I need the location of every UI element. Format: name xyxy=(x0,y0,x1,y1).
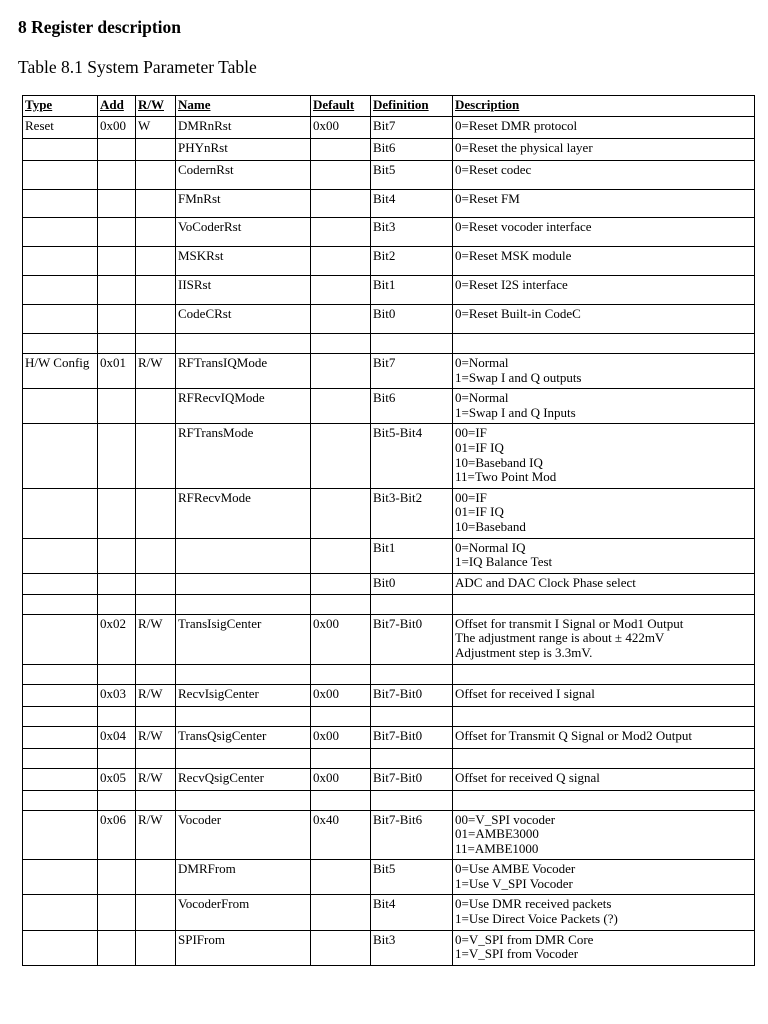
cell-definition: Bit0 xyxy=(371,573,453,594)
cell-rw: R/W xyxy=(136,810,176,860)
cell-definition: Bit7-Bit0 xyxy=(371,614,453,664)
cell-type xyxy=(23,664,98,684)
cell-description: 0=Reset I2S interface xyxy=(453,276,755,305)
cell-description xyxy=(453,790,755,810)
cell-description: Offset for transmit I Signal or Mod1 Output The adjustment range is about ± 422mV Adjustment step is 3.3mV. xyxy=(453,614,755,664)
spacer-row xyxy=(23,706,755,726)
cell-definition: Bit7-Bit0 xyxy=(371,768,453,790)
cell-rw: R/W xyxy=(136,614,176,664)
cell-name: RFTransMode xyxy=(176,424,311,488)
cell-description: 0=V_SPI from DMR Core 1=V_SPI from Vocoder xyxy=(453,930,755,965)
spacer-row xyxy=(23,664,755,684)
cell-default xyxy=(311,190,371,218)
cell-description: 0=Normal 1=Swap I and Q outputs xyxy=(453,354,755,389)
cell-type xyxy=(23,860,98,895)
cell-definition: Bit6 xyxy=(371,389,453,424)
cell-description: 0=Use AMBE Vocoder 1=Use V_SPI Vocoder xyxy=(453,860,755,895)
cell-description: 0=Reset FM xyxy=(453,190,755,218)
cell-default xyxy=(311,276,371,305)
cell-rw xyxy=(136,895,176,930)
table-row xyxy=(23,389,755,424)
table-row xyxy=(23,810,755,860)
cell-description: ADC and DAC Clock Phase select xyxy=(453,573,755,594)
cell-type xyxy=(23,706,98,726)
cell-definition: Bit3-Bit2 xyxy=(371,488,453,538)
cell-definition: Bit0 xyxy=(371,305,453,334)
cell-definition: Bit6 xyxy=(371,139,453,161)
cell-default xyxy=(311,247,371,276)
cell-definition xyxy=(371,790,453,810)
cell-type xyxy=(23,247,98,276)
cell-default xyxy=(311,354,371,389)
cell-type xyxy=(23,334,98,354)
cell-type xyxy=(23,895,98,930)
cell-default: 0x00 xyxy=(311,614,371,664)
table-row xyxy=(23,573,755,594)
cell-default xyxy=(311,748,371,768)
cell-type xyxy=(23,614,98,664)
cell-type xyxy=(23,305,98,334)
cell-type xyxy=(23,684,98,706)
cell-add: 0x01 xyxy=(98,354,136,389)
cell-definition xyxy=(371,706,453,726)
cell-add xyxy=(98,389,136,424)
table-caption: Table 8.1 System Parameter Table xyxy=(18,57,257,77)
cell-description: 0=Reset the physical layer xyxy=(453,139,755,161)
cell-name: MSKRst xyxy=(176,247,311,276)
cell-add: 0x04 xyxy=(98,726,136,748)
cell-add xyxy=(98,218,136,247)
cell-name: PHYnRst xyxy=(176,139,311,161)
cell-definition: Bit5 xyxy=(371,860,453,895)
cell-name: CodernRst xyxy=(176,161,311,190)
cell-rw xyxy=(136,748,176,768)
table-row xyxy=(23,354,755,389)
table-row xyxy=(23,161,755,190)
cell-type xyxy=(23,389,98,424)
cell-name: RecvQsigCenter xyxy=(176,768,311,790)
table-row xyxy=(23,614,755,664)
cell-rw: W xyxy=(136,117,176,139)
cell-definition: Bit7-Bit0 xyxy=(371,684,453,706)
cell-name xyxy=(176,594,311,614)
cell-description: Offset for received I signal xyxy=(453,684,755,706)
cell-default xyxy=(311,218,371,247)
cell-definition xyxy=(371,748,453,768)
cell-name: TransQsigCenter xyxy=(176,726,311,748)
cell-rw xyxy=(136,247,176,276)
cell-type xyxy=(23,139,98,161)
cell-definition: Bit5-Bit4 xyxy=(371,424,453,488)
cell-type xyxy=(23,190,98,218)
table-header-row xyxy=(23,96,755,117)
table-row xyxy=(23,726,755,748)
cell-rw xyxy=(136,424,176,488)
cell-default xyxy=(311,790,371,810)
cell-default xyxy=(311,895,371,930)
table-row xyxy=(23,930,755,965)
cell-rw xyxy=(136,488,176,538)
cell-description: 0=Use DMR received packets 1=Use Direct Voice Packets (?) xyxy=(453,895,755,930)
column-header-default: Default xyxy=(311,96,371,117)
cell-type xyxy=(23,161,98,190)
cell-add xyxy=(98,930,136,965)
cell-add: 0x06 xyxy=(98,810,136,860)
cell-description: 0=Reset Built-in CodeC xyxy=(453,305,755,334)
table-row xyxy=(23,276,755,305)
cell-rw xyxy=(136,218,176,247)
cell-description: 00=V_SPI vocoder 01=AMBE3000 11=AMBE1000 xyxy=(453,810,755,860)
cell-type xyxy=(23,748,98,768)
cell-name: TransIsigCenter xyxy=(176,614,311,664)
cell-add xyxy=(98,334,136,354)
cell-add xyxy=(98,860,136,895)
cell-definition: Bit2 xyxy=(371,247,453,276)
cell-name xyxy=(176,573,311,594)
cell-default xyxy=(311,573,371,594)
cell-default xyxy=(311,538,371,573)
cell-description: 0=Reset vocoder interface xyxy=(453,218,755,247)
cell-add xyxy=(98,190,136,218)
spacer-row xyxy=(23,594,755,614)
table-row xyxy=(23,860,755,895)
cell-name: IISRst xyxy=(176,276,311,305)
cell-add: 0x00 xyxy=(98,117,136,139)
cell-default xyxy=(311,161,371,190)
cell-rw: R/W xyxy=(136,354,176,389)
cell-type xyxy=(23,726,98,748)
cell-name xyxy=(176,790,311,810)
cell-name: SPIFrom xyxy=(176,930,311,965)
cell-rw xyxy=(136,276,176,305)
table-row xyxy=(23,117,755,139)
table-row xyxy=(23,768,755,790)
table-row xyxy=(23,190,755,218)
cell-add xyxy=(98,139,136,161)
column-header-rw: R/W xyxy=(136,96,176,117)
section-title: 8 Register description xyxy=(18,17,181,37)
cell-type xyxy=(23,276,98,305)
column-header-type: Type xyxy=(23,96,98,117)
cell-add xyxy=(98,247,136,276)
cell-name xyxy=(176,748,311,768)
cell-type xyxy=(23,930,98,965)
column-header-add: Add xyxy=(98,96,136,117)
cell-default: 0x00 xyxy=(311,726,371,748)
cell-default: 0x40 xyxy=(311,810,371,860)
cell-definition xyxy=(371,664,453,684)
cell-definition: Bit7-Bit6 xyxy=(371,810,453,860)
cell-default xyxy=(311,488,371,538)
cell-rw xyxy=(136,664,176,684)
cell-add: 0x02 xyxy=(98,614,136,664)
cell-default xyxy=(311,930,371,965)
cell-definition xyxy=(371,594,453,614)
cell-rw: R/W xyxy=(136,684,176,706)
cell-rw xyxy=(136,538,176,573)
cell-definition xyxy=(371,334,453,354)
cell-description: 0=Reset DMR protocol xyxy=(453,117,755,139)
cell-default xyxy=(311,664,371,684)
cell-default xyxy=(311,334,371,354)
cell-description: 0=Normal IQ 1=IQ Balance Test xyxy=(453,538,755,573)
cell-type: H/W Config xyxy=(23,354,98,389)
cell-description xyxy=(453,706,755,726)
cell-name: DMRnRst xyxy=(176,117,311,139)
cell-description: Offset for Transmit Q Signal or Mod2 Output xyxy=(453,726,755,748)
table-row xyxy=(23,895,755,930)
cell-definition: Bit4 xyxy=(371,895,453,930)
cell-add xyxy=(98,161,136,190)
table-row xyxy=(23,139,755,161)
cell-name: Vocoder xyxy=(176,810,311,860)
cell-add xyxy=(98,706,136,726)
table-row xyxy=(23,684,755,706)
cell-rw xyxy=(136,139,176,161)
cell-default xyxy=(311,594,371,614)
cell-name xyxy=(176,664,311,684)
table-row xyxy=(23,218,755,247)
column-header-description: Description xyxy=(453,96,755,117)
cell-add xyxy=(98,424,136,488)
cell-add: 0x03 xyxy=(98,684,136,706)
cell-definition: Bit7 xyxy=(371,354,453,389)
cell-definition: Bit5 xyxy=(371,161,453,190)
cell-description xyxy=(453,594,755,614)
cell-description xyxy=(453,748,755,768)
cell-description: 0=Normal 1=Swap I and Q Inputs xyxy=(453,389,755,424)
cell-rw xyxy=(136,594,176,614)
cell-definition: Bit3 xyxy=(371,218,453,247)
table-row xyxy=(23,305,755,334)
cell-add xyxy=(98,594,136,614)
cell-name: RFTransIQMode xyxy=(176,354,311,389)
cell-name xyxy=(176,706,311,726)
spacer-row xyxy=(23,790,755,810)
table-row xyxy=(23,247,755,276)
cell-default: 0x00 xyxy=(311,684,371,706)
cell-default xyxy=(311,706,371,726)
cell-rw xyxy=(136,389,176,424)
cell-add: 0x05 xyxy=(98,768,136,790)
cell-rw xyxy=(136,190,176,218)
cell-definition: Bit7-Bit0 xyxy=(371,726,453,748)
cell-rw xyxy=(136,161,176,190)
table-row xyxy=(23,424,755,488)
spacer-row xyxy=(23,748,755,768)
cell-name: CodeCRst xyxy=(176,305,311,334)
cell-name xyxy=(176,334,311,354)
cell-name: VoCoderRst xyxy=(176,218,311,247)
cell-default xyxy=(311,389,371,424)
cell-definition: Bit4 xyxy=(371,190,453,218)
cell-definition: Bit1 xyxy=(371,538,453,573)
cell-name xyxy=(176,538,311,573)
cell-rw xyxy=(136,860,176,895)
cell-description xyxy=(453,664,755,684)
cell-add xyxy=(98,790,136,810)
cell-type xyxy=(23,538,98,573)
spacer-row xyxy=(23,334,755,354)
cell-default xyxy=(311,424,371,488)
cell-type xyxy=(23,424,98,488)
cell-default xyxy=(311,139,371,161)
cell-default xyxy=(311,860,371,895)
cell-add xyxy=(98,895,136,930)
cell-description: 00=IF 01=IF IQ 10=Baseband xyxy=(453,488,755,538)
cell-add xyxy=(98,664,136,684)
cell-name: RFRecvIQMode xyxy=(176,389,311,424)
cell-type xyxy=(23,218,98,247)
cell-type xyxy=(23,790,98,810)
cell-type xyxy=(23,594,98,614)
column-header-definition: Definition xyxy=(371,96,453,117)
cell-type: Reset xyxy=(23,117,98,139)
cell-default: 0x00 xyxy=(311,768,371,790)
cell-rw: R/W xyxy=(136,768,176,790)
cell-description: Offset for received Q signal xyxy=(453,768,755,790)
cell-description: 0=Reset codec xyxy=(453,161,755,190)
cell-type xyxy=(23,488,98,538)
cell-description xyxy=(453,334,755,354)
cell-rw xyxy=(136,305,176,334)
cell-add xyxy=(98,276,136,305)
cell-name: RecvIsigCenter xyxy=(176,684,311,706)
cell-rw xyxy=(136,930,176,965)
cell-type xyxy=(23,573,98,594)
cell-rw xyxy=(136,790,176,810)
cell-name: VocoderFrom xyxy=(176,895,311,930)
cell-name: FMnRst xyxy=(176,190,311,218)
cell-name: DMRFrom xyxy=(176,860,311,895)
cell-name: RFRecvMode xyxy=(176,488,311,538)
cell-rw: R/W xyxy=(136,726,176,748)
cell-rw xyxy=(136,706,176,726)
cell-definition: Bit1 xyxy=(371,276,453,305)
cell-add xyxy=(98,488,136,538)
cell-type xyxy=(23,810,98,860)
cell-default xyxy=(311,305,371,334)
cell-definition: Bit3 xyxy=(371,930,453,965)
cell-type xyxy=(23,768,98,790)
cell-add xyxy=(98,748,136,768)
cell-description: 00=IF 01=IF IQ 10=Baseband IQ 11=Two Point Mod xyxy=(453,424,755,488)
cell-default: 0x00 xyxy=(311,117,371,139)
table-row xyxy=(23,488,755,538)
cell-description: 0=Reset MSK module xyxy=(453,247,755,276)
cell-rw xyxy=(136,573,176,594)
cell-rw xyxy=(136,334,176,354)
cell-add xyxy=(98,305,136,334)
table-row xyxy=(23,538,755,573)
column-header-name: Name xyxy=(176,96,311,117)
cell-add xyxy=(98,538,136,573)
system-parameter-table xyxy=(22,95,755,966)
cell-definition: Bit7 xyxy=(371,117,453,139)
cell-add xyxy=(98,573,136,594)
